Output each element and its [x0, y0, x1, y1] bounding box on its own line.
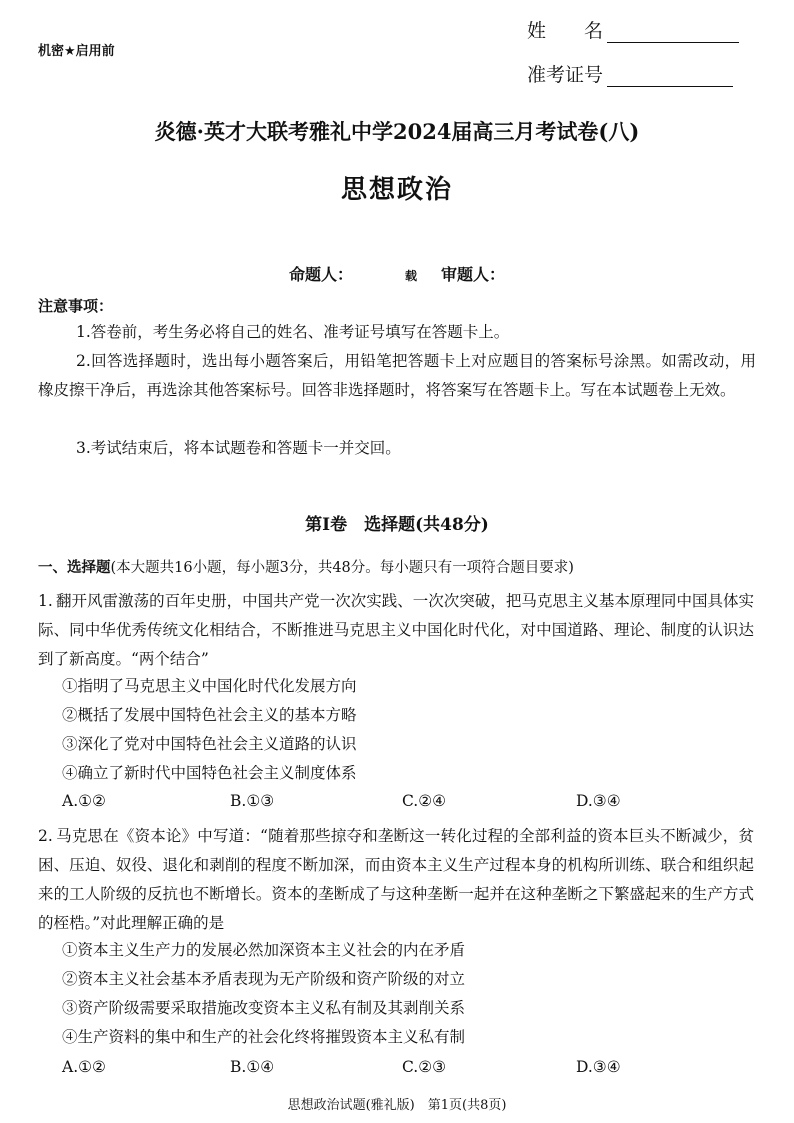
q2-choice-a[interactable]: A.①②: [62, 1058, 106, 1076]
q1-option-4: ④确立了新时代中国特色社会主义制度体系: [62, 764, 357, 782]
q1-option-2: ②概括了发展中国特色社会主义的基本方略: [62, 706, 357, 724]
q2-option-4: ④生产资料的集中和生产的社会化终将摧毁资本主义私有制: [62, 1028, 466, 1046]
q2-choice-b[interactable]: B.①④: [230, 1058, 275, 1076]
setter-label: 命题人：: [288, 265, 353, 284]
question-number: 2.: [38, 827, 53, 845]
q1-choice-b[interactable]: B.①③: [230, 792, 275, 810]
q2-option-3: ③资产阶级需要采取措施改变资本主义私有制及其剥削关系: [62, 999, 466, 1017]
q2-choice-d[interactable]: D.③④: [576, 1058, 621, 1076]
name-line: [607, 22, 739, 43]
subject-title: 思想政治: [340, 175, 453, 205]
q1-choice-a[interactable]: A.①②: [62, 792, 106, 810]
notice-item-1: 1.答卷前，考生务必将自己的姓名、准考证号填写在答题卡上。: [76, 323, 510, 341]
authors-line: [0, 262, 794, 285]
section-desc-label: 一、选择题: [38, 559, 111, 576]
section-title: 第Ⅰ卷 选择题(共48分): [305, 515, 489, 535]
question-2-stem: [38, 822, 754, 938]
notice-title: 注意事项：: [38, 297, 114, 315]
q2-option-1: ①资本主义生产力的发展必然加深资本主义社会的内在矛盾: [62, 941, 466, 959]
id-field[interactable]: [527, 60, 733, 87]
section-description: [38, 556, 574, 577]
setter-mark: 载: [404, 269, 417, 283]
q2-choice-c[interactable]: C.②③: [402, 1058, 447, 1076]
id-line: [607, 66, 733, 87]
notice-item-2: 2.回答选择题时，选出每小题答案后，用铅笔把答题卡上对应题目的答案标号涂黑。如需改动，用橡皮擦干净后，再选涂其他答案标号。回答非选择题时，将答案写在答题卡上。写在本试题卷上无效。: [38, 352, 756, 399]
name-label: 姓 名: [527, 20, 604, 42]
reviewer-label: 审题人：: [441, 265, 506, 284]
notice-item-3: 3.考试结束后，将本试题卷和答题卡一并交回。: [76, 439, 401, 457]
confidential-label: 机密★启用前: [38, 44, 115, 59]
name-field[interactable]: [527, 16, 739, 43]
exam-title: 炎德·英才大联考雅礼中学2024届高三月考试卷(八): [154, 119, 640, 144]
q1-option-3: ③深化了党对中国特色社会主义道路的认识: [62, 735, 357, 753]
question-1-stem: [38, 587, 754, 674]
id-label: 准考证号: [527, 64, 604, 86]
q2-option-2: ②资本主义社会基本矛盾表现为无产阶级和资产阶级的对立: [62, 970, 466, 988]
question-stem-text: 马克思在《资本论》中写道：“随着那些掠夺和垄断这一转化过程的全部利益的资本巨头不断减少，贫困、压迫、奴役、退化和剥削的程度不断加深，而由资本主义生产过程本身的机构所训练、联合和组织起来的工人阶级的反抗也不断增长。资本的垄断成了与这种垄断一起并在这种垄断之下繁盛起来的生产方式的桎梏。”对此理解正确的是: [38, 827, 754, 932]
question-stem-text: 翻开风雷激荡的百年史册，中国共产党一次次实践、一次次突破，把马克思主义基本原理同中国具体实际、同中华优秀传统文化相结合，不断推进马克思主义中国化时代化，对中国道路、理论、制度的认识达到了新高度。“两个结合”: [38, 592, 754, 668]
section-desc-text: (本大题共16小题，每小题3分，共48分。每小题只有一项符合题目要求): [110, 560, 574, 576]
question-number: 1.: [38, 592, 53, 610]
q1-choice-d[interactable]: D.③④: [576, 792, 621, 810]
q1-option-1: ①指明了马克思主义中国化时代化发展方向: [62, 677, 357, 695]
q1-choice-c[interactable]: C.②④: [402, 792, 447, 810]
page-footer: 思想政治试题(雅礼版) 第1页(共8页): [287, 1098, 507, 1113]
